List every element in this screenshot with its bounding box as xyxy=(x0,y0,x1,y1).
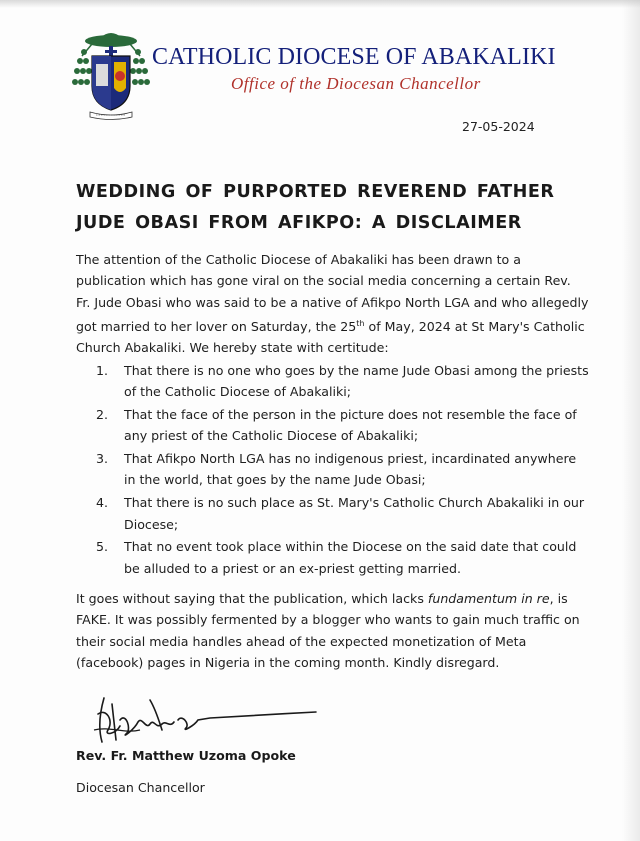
page-top-edge xyxy=(0,0,640,8)
diocesan-crest-icon xyxy=(70,26,152,120)
diocese-name: CATHOLIC DIOCESE OF ABAKALIKI xyxy=(152,44,556,70)
disclaimer-title xyxy=(76,177,576,239)
intro-line-4-pre: got married to her lover on Saturday, the 25 xyxy=(76,319,357,335)
point-line-2: be alluded to a priest or an ex-priest getting married. xyxy=(124,560,461,576)
closing-paragraph xyxy=(76,588,580,673)
title-line-1: WEDDING OF PURPORTED REVEREND FATHER xyxy=(76,182,555,202)
page-right-shadow xyxy=(622,0,640,841)
list-item xyxy=(96,536,586,579)
closing-line-1-post: , is xyxy=(549,591,568,606)
closing-line-3: their social media handles ahead of the expected monetization of Meta xyxy=(76,633,527,649)
closing-line-1 xyxy=(76,588,576,609)
point-line-1: That there is no one who goes by the name Jude Obasi among the priests xyxy=(124,363,589,378)
closing-line-4: (facebook) pages in Nigeria in the coming month. Kindly disregard. xyxy=(76,654,500,670)
point-line-1: That there is no such place as St. Mary's Catholic Church Abakaliki in our xyxy=(124,495,585,511)
handwritten-signature xyxy=(90,690,320,748)
intro-line-4-sup: th xyxy=(356,318,365,328)
intro-line-5: Church Abakaliki. We hereby state with certitude: xyxy=(76,340,389,356)
signer-name: Rev. Fr. Matthew Uzoma Opoke xyxy=(76,748,296,763)
intro-line-1: The attention of the Catholic Diocese of Abakaliki has been drawn to a xyxy=(76,252,521,267)
closing-line-1-italic: fundamentum in re xyxy=(427,591,550,606)
list-item xyxy=(96,492,586,535)
point-number: 2. xyxy=(96,407,109,423)
point-line-1: That no event took place within the Diocese on the said date that could xyxy=(124,539,577,555)
intro-line-2: publication which has gone viral on the social media concerning a certain Rev. xyxy=(76,273,571,289)
point-number: 3. xyxy=(96,451,109,467)
office-title: Office of the Diocesan Chancellor xyxy=(231,74,481,93)
point-line-2: in the world, that goes by the name Jude Obasi; xyxy=(124,472,426,488)
list-item xyxy=(96,404,586,447)
point-number: 1. xyxy=(96,363,109,378)
point-line-2: Diocese; xyxy=(124,516,179,532)
point-number: 4. xyxy=(96,495,109,511)
point-line-2: of the Catholic Diocese of Abakaliki; xyxy=(124,384,352,400)
list-item xyxy=(96,448,586,491)
list-item xyxy=(96,360,589,403)
point-line-2: any priest of the Catholic Diocese of Abakaliki; xyxy=(124,428,419,444)
point-number: 5. xyxy=(96,539,109,555)
signer-role: Diocesan Chancellor xyxy=(76,780,205,795)
point-line-1: That the face of the person in the picture does not resemble the face of xyxy=(124,407,577,423)
intro-paragraph xyxy=(76,249,589,359)
closing-line-2: FAKE. It was possibly fermented by a blogger who wants to gain much traffic on xyxy=(76,612,580,628)
intro-line-4-post: of May, 2024 at St Mary's Catholic xyxy=(364,319,585,335)
intro-line-3: Fr. Jude Obasi who was said to be a native of Afikpo North LGA and who allegedly xyxy=(76,294,589,310)
closing-line-1-pre: It goes without saying that the publication, which lacks xyxy=(76,591,428,606)
point-line-1: That Afikpo North LGA has no indigenous priest, incardinated anywhere xyxy=(124,451,577,467)
points-list xyxy=(96,360,589,580)
intro-line-4 xyxy=(76,313,585,337)
title-line-2: JUDE OBASI FROM AFIKPO: A DISCLAIMER xyxy=(76,213,522,233)
letter-date: 27-05-2024 xyxy=(462,119,535,134)
